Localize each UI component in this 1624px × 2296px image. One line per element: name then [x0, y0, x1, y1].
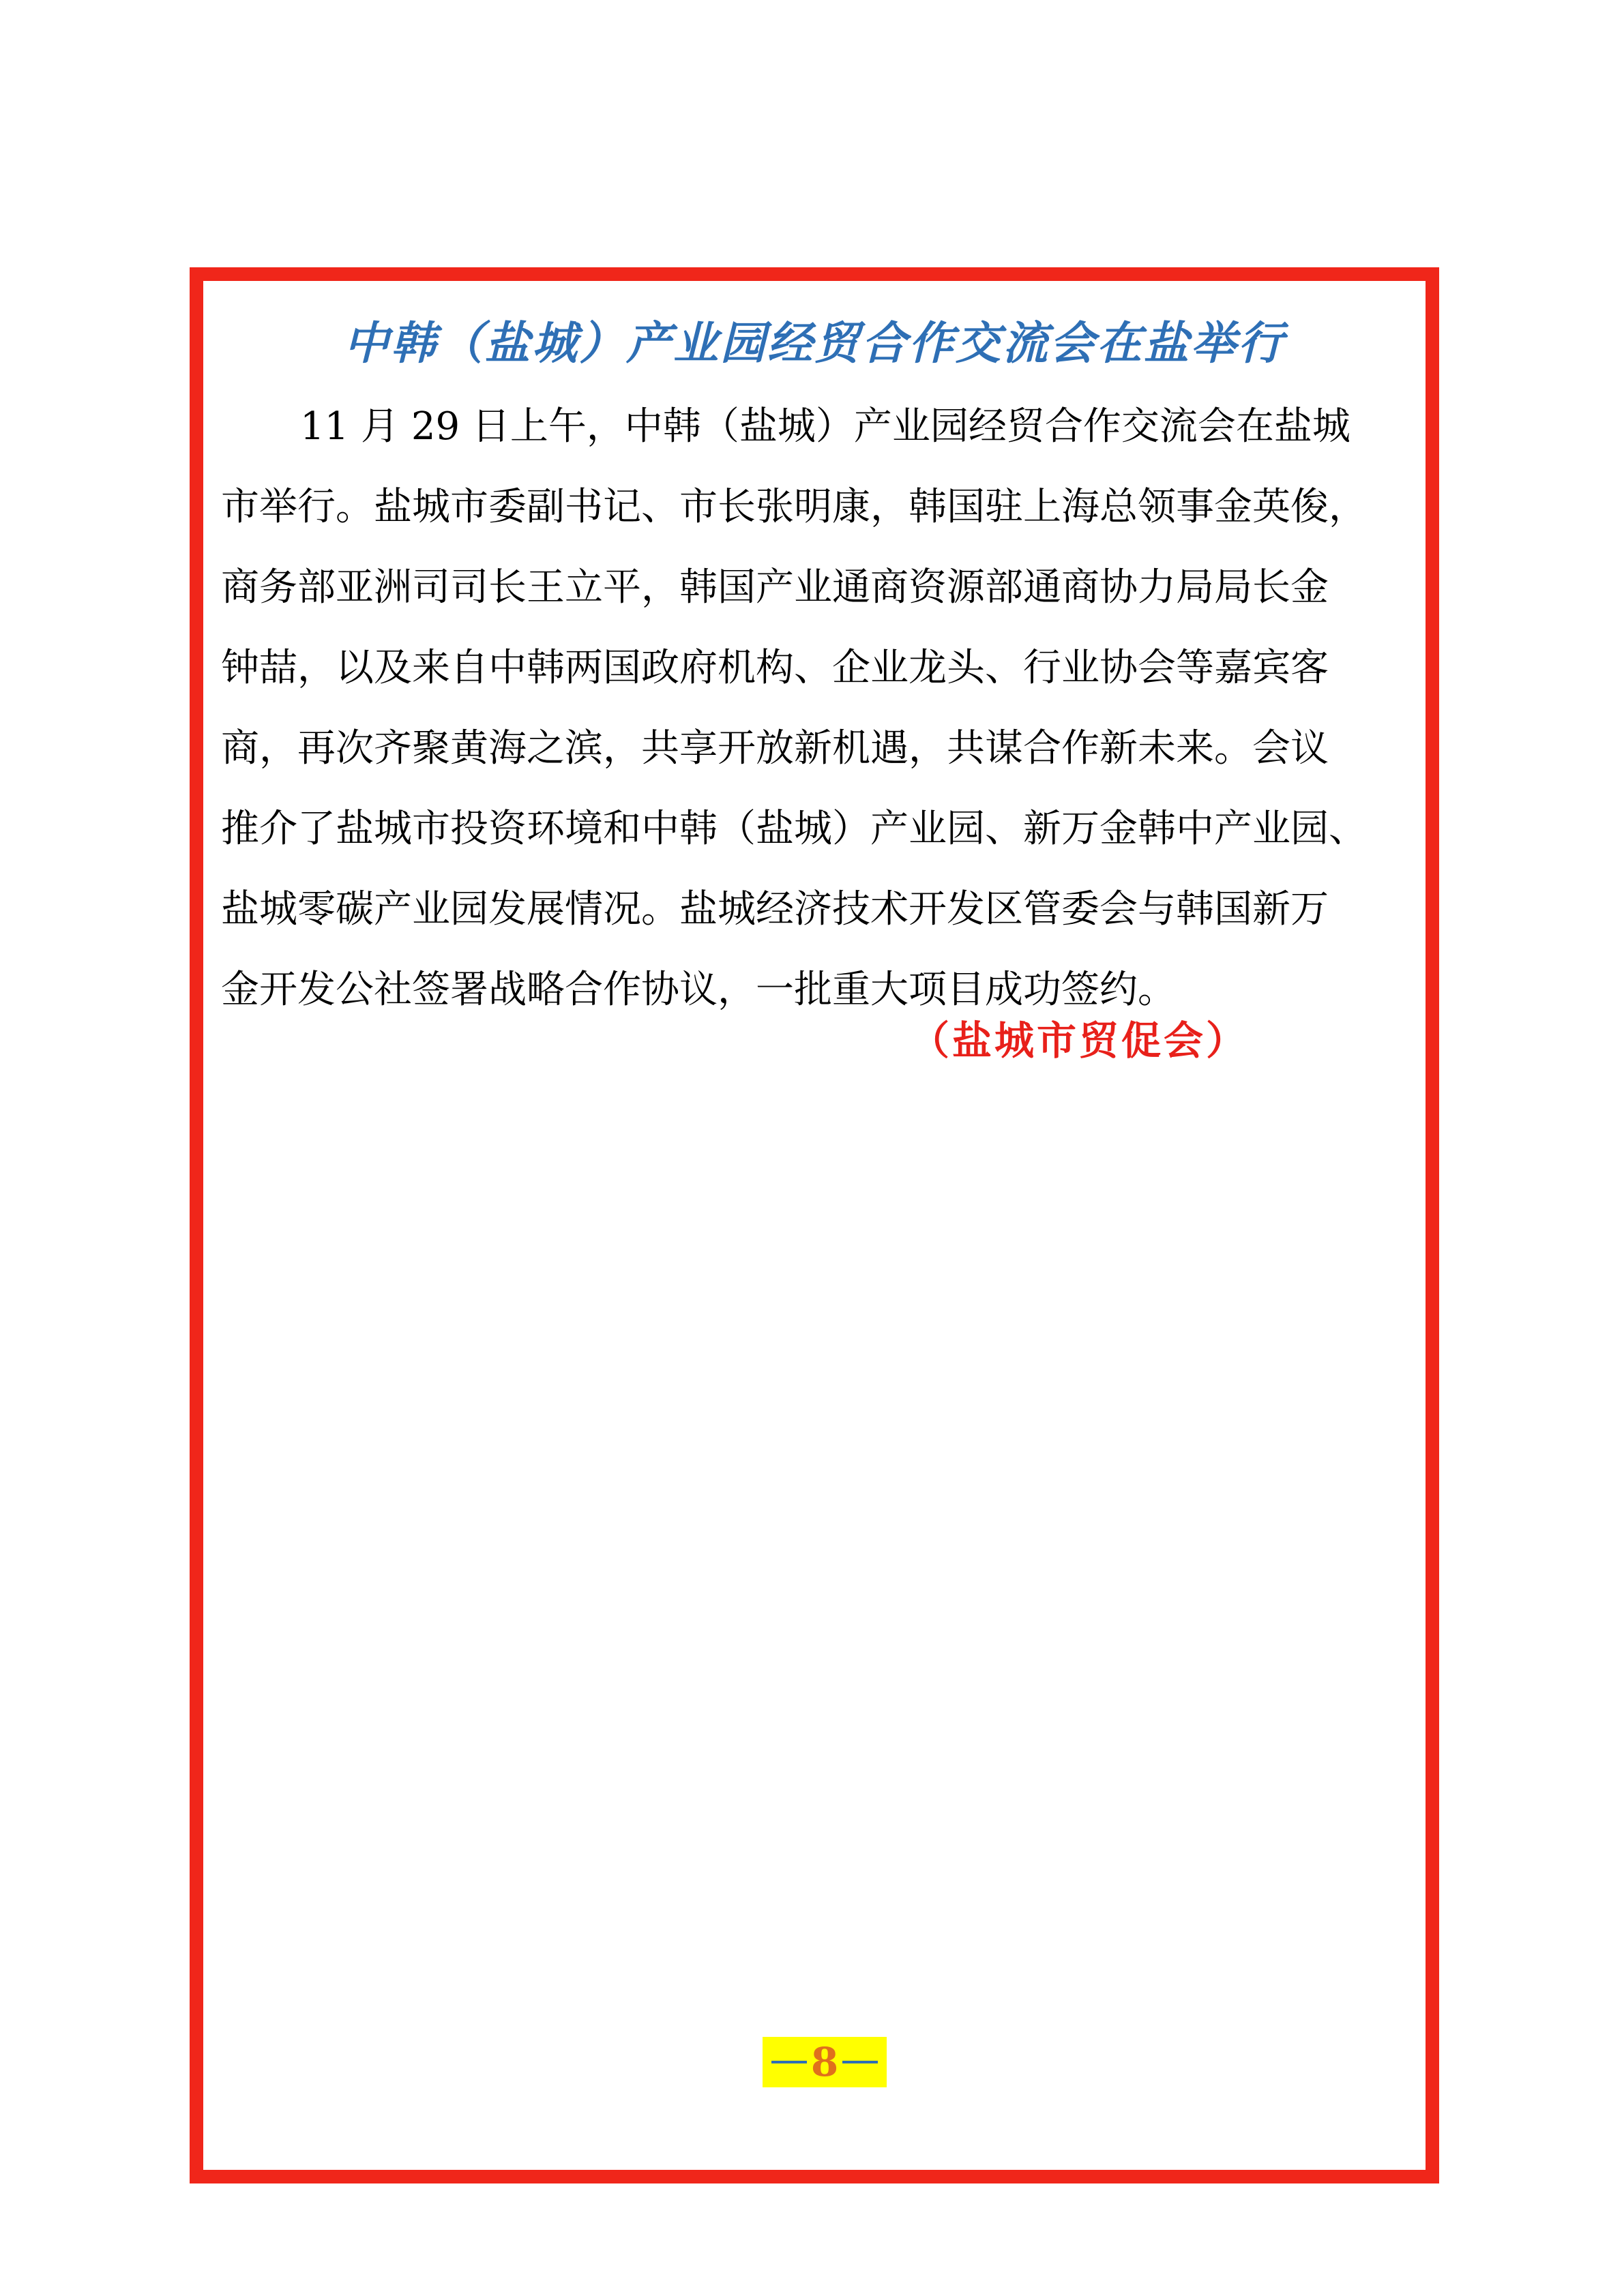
- article-body: [221, 387, 1408, 1030]
- page-frame: [190, 267, 1439, 2183]
- body-line-8: 金开发公社签署战略合作协议，一批重大项目成功签约。: [221, 968, 1176, 1012]
- body-line-1: 11 月 29 日上午，中韩（盐城）产业园经贸合作交流会在盐城: [300, 404, 1350, 449]
- article-title: 中韩（盐城）产业园经贸合作交流会在盐举行: [344, 316, 1285, 370]
- body-line-4: 钟喆，以及来自中韩两国政府机构、企业龙头、行业协会等嘉宾客: [221, 646, 1329, 690]
- body-line-7: 盐城零碳产业园发展情况。盐城经济技术开发区管委会与韩国新万: [221, 887, 1329, 931]
- article-source: （盐城市贸促会）: [910, 1017, 1249, 1064]
- right-dash: [842, 2061, 878, 2063]
- page-number-badge: [763, 2037, 887, 2087]
- body-line-2: 市举行。盐城市委副书记、市长张明康，韩国驻上海总领事金英俊，: [221, 485, 1367, 529]
- page-number: 8: [810, 2039, 839, 2085]
- left-dash: [771, 2061, 807, 2063]
- body-line-5: 商，再次齐聚黄海之滨，共享开放新机遇，共谋合作新未来。会议: [221, 726, 1329, 771]
- body-line-3: 商务部亚洲司司长王立平，韩国产业通商资源部通商协力局局长金: [221, 565, 1329, 610]
- body-line-6: 推介了盐城市投资环境和中韩（盐城）产业园、新万金韩中产业园、: [221, 807, 1367, 851]
